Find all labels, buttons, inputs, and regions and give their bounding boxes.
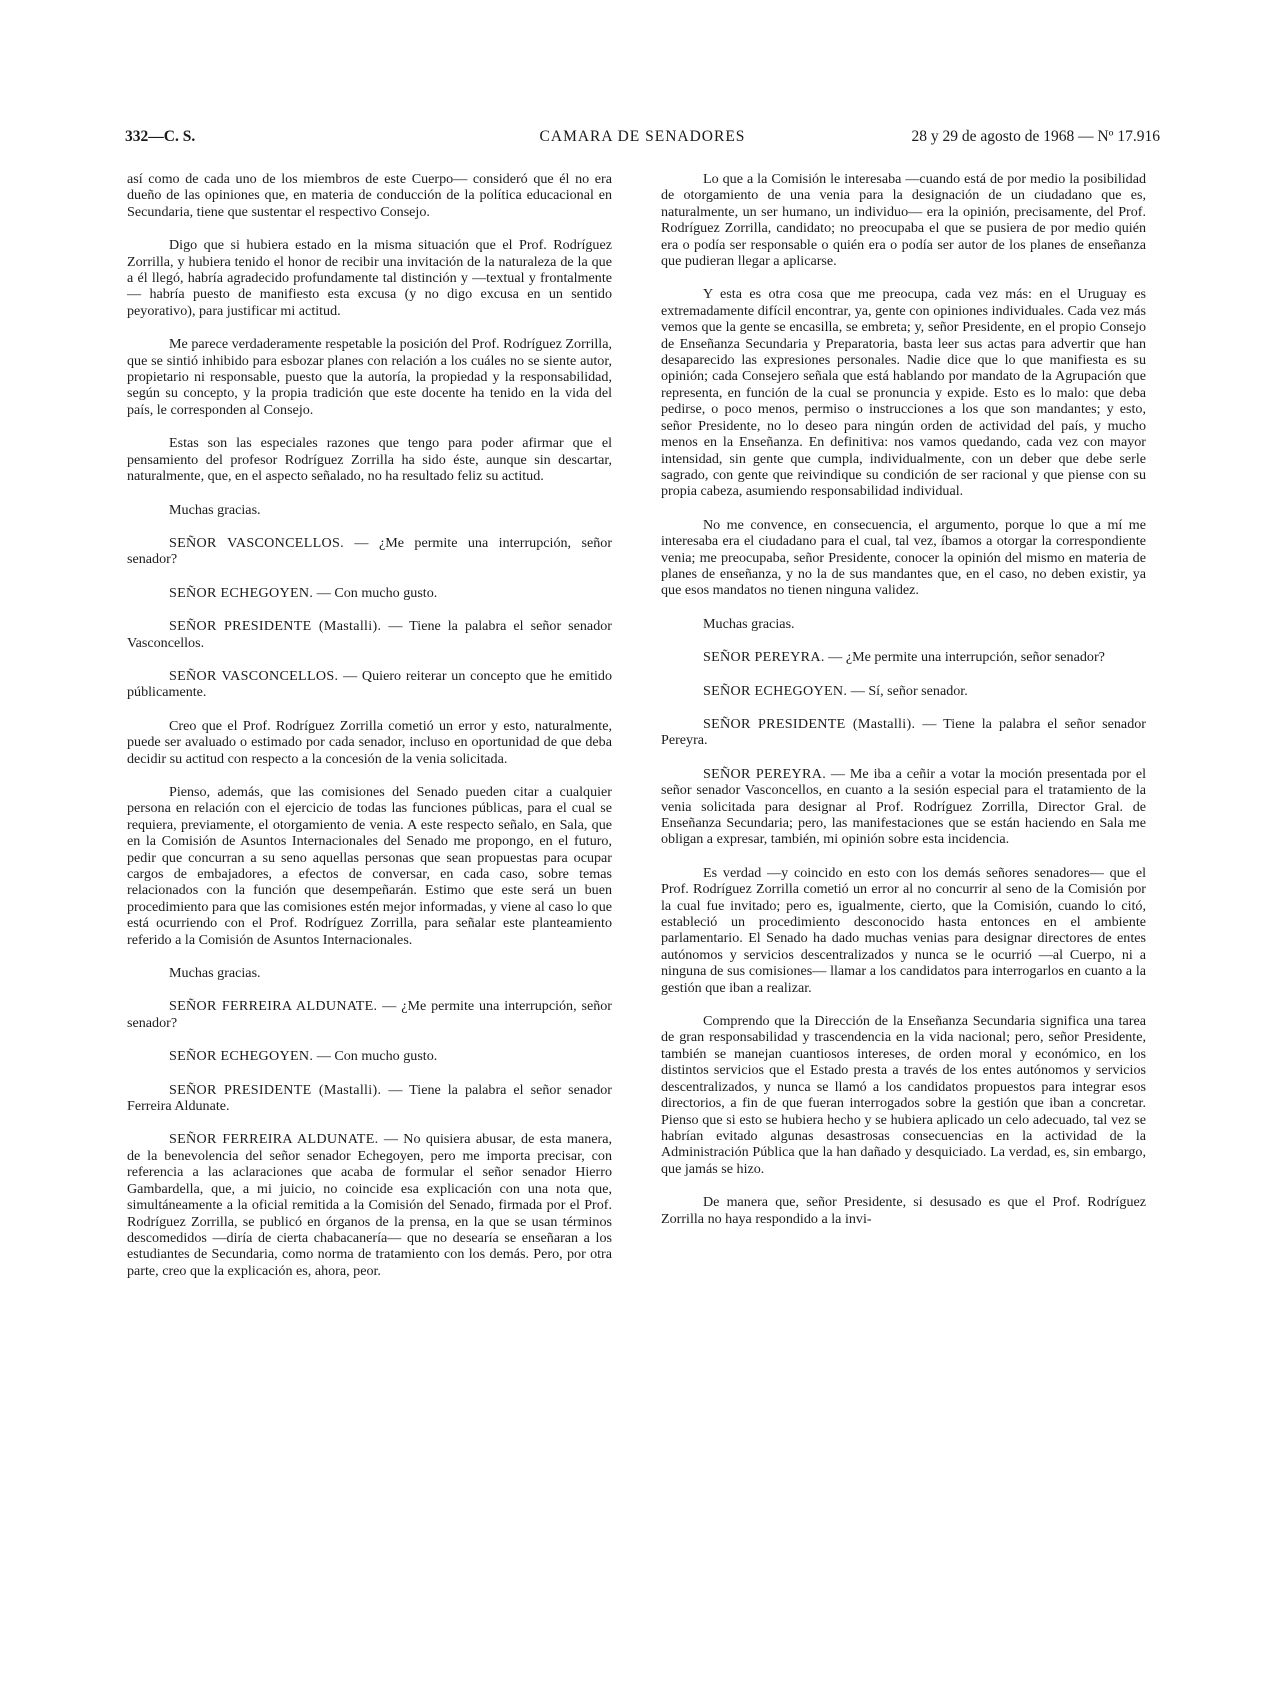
speaker-name: SEÑOR ECHEGOYEN. bbox=[169, 584, 314, 601]
paragraph bbox=[127, 998, 612, 1031]
date-issue: 28 y 29 de agosto de 1968 — Nº 17.916 bbox=[911, 128, 1160, 145]
paragraph bbox=[127, 718, 612, 767]
page-header bbox=[125, 128, 1160, 158]
paragraph bbox=[661, 766, 1146, 848]
paragraph bbox=[661, 171, 1146, 269]
paragraph bbox=[127, 668, 612, 701]
paragraph bbox=[127, 618, 612, 651]
paragraph-text: Es verdad —y coincido en esto con los demás señores senadores— que el Prof. Rodríguez Zorrilla cometió un error al no concurrir al seno de la Comisión por la cual fue invitado; pero es, igualmente, cierto, que la Comisión, cuando lo citó, estableció un procedimiento desconocido hasta entonces en el ambiente parlamentario. El Senado ha dado muchas venias para designar directores de entes autónomos y servicios descentralizados y nunca se le ocurrió —al Cuerpo, ni a ninguna de sus comisiones— llamar a los candidatos para interrogarlos en cuanto a la gestión que iban a realizar. bbox=[661, 864, 1146, 996]
paragraph bbox=[661, 1013, 1146, 1177]
paragraph-text: No me convence, en consecuencia, el argumento, porque lo que a mí me interesaba era el ciudadano para el cual, tal vez, íbamos a otorgar la correspondiente venia; me preocupaba, señor Presidente, conocer la opinión del mismo en materia de planes de enseñanza, y no la de sus mandantes que, en el caso, no deben existir, ya que esos mandatos no tienen ninguna validez. bbox=[661, 516, 1146, 599]
paragraph-text: — No quisiera abusar, de esta manera, de la benevolencia del señor senador Echegoyen, pero me importa precisar, con referencia a las aclaraciones que acaba de formular el señor senador Hierro Gambardella, que, a mi juicio, no coincide esa explicación con una nota que, simultáneamente a la oficial remitida a la Comisión del Senado, firmada por el Prof. Rodríguez Zorrilla, se publicó en órganos de la prensa, en la que se usan términos descomedidos —diría de cierta chabacanería— que no desearía se enseñaran a los estudiantes de Secundaria, como norma de tratamiento con los demás. Pero, por otra parte, creo que la explicación es, ahora, peor. bbox=[127, 1131, 612, 1279]
chamber-title: CAMARA DE SENADORES bbox=[539, 128, 746, 145]
paragraph-text: — Tiene la palabra el señor senador Ferreira Aldunate. bbox=[127, 1081, 612, 1115]
paragraph-text: Digo que si hubiera estado en la misma situación que el Prof. Rodríguez Zorrilla, y hubiera tenido el honor de recibir una invitación de la naturaleza de la que a él llegó, habría agradecido profundamente tal distinción y —textual y frontalmente— habría puesto de manifiesto esta excusa (y no digo excusa en un sentido peyorativo), para justificar mi actitud. bbox=[127, 237, 612, 319]
paragraph bbox=[661, 1194, 1146, 1227]
paragraph bbox=[127, 336, 612, 418]
paragraph-text: Y esta es otra cosa que me preocupa, cada vez más: en el Uruguay es extremadamente difícil encontrar, ya, gente con opiniones individuales. Cada vez más vemos que la gente se encasilla, se embreta; y, señor Presidente, en el propio Consejo de Enseñanza Secundaria y Preparatoria, basta leer sus actas para advertir que han desaparecido las expresiones personales. Nadie dice que lo que manifiesta es su opinión; cada Consejero señala que está hablando por mandato de la Agrupación que representa, en función de la cual se pronuncia y expide. Esto es lo malo: que deba pedirse, o poco menos, permiso o instrucciones a los que son mandantes; y esto, señor Presidente, no lo deseo para ningún orden de actividad del país, y mucho menos en la Enseñanza. En definitiva: nos vamos quedando, cada vez con mayor intensidad, sin gente que cumpla, individualmente, con un deber que debe serle sagrado, con gente que reivindique su condición de ser racional y que piense con su propia cabeza, asumiendo responsabilidad individual. bbox=[661, 286, 1146, 500]
speaker-name: SEÑOR FERREIRA ALDUNATE. bbox=[169, 1131, 379, 1148]
speaker-name: SEÑOR PRESIDENTE (Mastalli). bbox=[703, 715, 916, 732]
paragraph bbox=[661, 517, 1146, 599]
paragraph bbox=[127, 1048, 612, 1064]
paragraph bbox=[661, 865, 1146, 996]
paragraph-text: — Con mucho gusto. bbox=[316, 584, 438, 601]
paragraph bbox=[661, 649, 1146, 665]
paragraph-text: De manera que, señor Presidente, si desusado es que el Prof. Rodríguez Zorrilla no haya respondido a la invi- bbox=[661, 1194, 1146, 1227]
speaker-name: SEÑOR ECHEGOYEN. bbox=[169, 1048, 314, 1065]
speaker-name: SEÑOR VASCONCELLOS. bbox=[169, 667, 339, 684]
paragraph-text: Muchas gracias. bbox=[703, 615, 795, 632]
speaker-name: SEÑOR PEREYRA. bbox=[703, 649, 825, 666]
paragraph-text: — Tiene la palabra el señor senador Vasconcellos. bbox=[127, 618, 612, 651]
paragraph-text: así como de cada uno de los miembros de este Cuerpo— consideró que él no era dueño de las opiniones que, en materia de conducción de la política educacional en Secundaria, tiene que sustentar el respectivo Consejo. bbox=[127, 171, 612, 220]
paragraph-text: — ¿Me permite una interrupción, señor senador? bbox=[127, 998, 612, 1031]
paragraph bbox=[127, 535, 612, 568]
speaker-name: SEÑOR PEREYRA. bbox=[703, 765, 827, 782]
paragraph bbox=[661, 716, 1146, 749]
paragraph bbox=[127, 585, 612, 601]
paragraph-text: — ¿Me permite una interrupción, señor senador? bbox=[828, 649, 1105, 666]
paragraph bbox=[127, 965, 612, 981]
paragraph-text: Muchas gracias. bbox=[169, 965, 261, 982]
paragraph-text: — Sí, señor senador. bbox=[850, 682, 968, 699]
paragraph-text: Me parece verdaderamente respetable la posición del Prof. Rodríguez Zorrilla, que se sintió inhibido para esbozar planes con relación a los cuáles no se siente autor, propietario ni responsable, puesto que la autoría, la propiedad y la responsabilidad, según su concepto, y la propia tradición que este docente ha tenido en la vida del país, le corresponden al Consejo. bbox=[127, 336, 612, 418]
page-reference: 332—C. S. bbox=[125, 128, 196, 145]
paragraph-text: Comprendo que la Dirección de la Enseñanza Secundaria significa una tarea de gran responsabilidad y trascendencia en la vida nacional; pero, señor Presidente, también se manejan cuantiosos intereses, de orden moral y económico, en los distintos servicios que el Estado presta a través de los entes autónomos y servicios descentralizados, y nunca se llamó a los candidatos propuestos para integrar esos directorios, a fin de que fueran interrogados sobre la gestión que iban a concretar. Pienso que si esto se hubiera hecho y se hubiera aplicado un celo adecuado, tal vez se habrían evitado algunas desastrosas consecuencias en la actividad de la Administración Pública que la han dañado y desquiciado. La verdad, es, sin embargo, que jamás se hizo. bbox=[661, 1013, 1146, 1177]
right-column bbox=[661, 171, 1146, 1244]
paragraph bbox=[127, 1131, 612, 1279]
paragraph bbox=[661, 683, 1146, 699]
speaker-name: SEÑOR VASCONCELLOS. bbox=[169, 534, 344, 551]
paragraph bbox=[127, 1082, 612, 1115]
left-column bbox=[127, 171, 612, 1296]
paragraph-text: Creo que el Prof. Rodríguez Zorrilla cometió un error y esto, naturalmente, puede ser avaluado o estimado por cada senador, incluso en oportunidad de que deba decidir su actitud con respecto a la concesión de la venia solicitada. bbox=[127, 717, 612, 767]
paragraph bbox=[661, 286, 1146, 499]
paragraph bbox=[127, 435, 612, 484]
paragraph-text: Estas son las especiales razones que tengo para poder afirmar que el pensamiento del profesor Rodríguez Zorrilla ha sido éste, aunque sin descartar, naturalmente, que, en el aspecto señalado, no ha resultado feliz su actitud. bbox=[127, 435, 612, 485]
speaker-name: SEÑOR PRESIDENTE (Mastalli). bbox=[169, 1081, 382, 1098]
paragraph-text: — Me iba a ceñir a votar la moción presentada por el señor senador Vasconcellos, en cuanto a la sesión especial para el tratamiento de la venia solicitada para designar al Prof. Rodríguez Zorrilla, Director Gral. de Enseñanza Secundaria; pero, las manifestaciones que se están haciendo en Sala me obligan a expresar, también, mi opinión sobre esta incidencia. bbox=[661, 765, 1147, 848]
paragraph-text: — ¿Me permite una interrupción, señor senador? bbox=[127, 534, 613, 568]
paragraph-text: — Tiene la palabra el señor senador Pereyra. bbox=[661, 715, 1146, 749]
paragraph-text: Pienso, además, que las comisiones del Senado pueden citar a cualquier persona en relación con el ejercicio de todas las funciones públicas, para el cual se requiera, previamente, el otorgamiento de venia. A este respecto señalo, en Sala, que en la Comisión de Asuntos Internacionales del Senado me propongo, en el futuro, pedir que concurran a su seno aquellas personas que sean propuestas para ocupar cargos de embajadores, a efectos de conversar, en cada caso, sobre temas relacionados con la función que desempeñarán. Estimo que este será un buen procedimiento para que las comisiones estén mejor informadas, y viene al caso lo que está ocurriendo con el Prof. Rodríguez Zorrilla, para señalar este planteamiento referido a la Comisión de Asuntos Internacionales. bbox=[127, 783, 612, 948]
paragraph bbox=[661, 616, 1146, 632]
paragraph-text: — Quiero reiterar un concepto que he emitido públicamente. bbox=[127, 667, 612, 701]
paragraph-text: Lo que a la Comisión le interesaba —cuando está de por medio la posibilidad de otorgamiento de una venia para la designación de un ciudadano que es, naturalmente, un ser humano, un individuo— era la opinión, precisamente, del Prof. Rodríguez Zorrilla, candidato; no preocupaba el que se pusiera de por medio quién era o podía ser responsable o quién era o podía ser autor de los planes de enseñanza que pudieran llegar a aplicarse. bbox=[661, 171, 1146, 270]
speaker-name: SEÑOR PRESIDENTE (Mastalli). bbox=[169, 618, 382, 635]
paragraph bbox=[127, 784, 612, 948]
paragraph-text: — Con mucho gusto. bbox=[316, 1048, 438, 1065]
paragraph bbox=[127, 171, 612, 220]
paragraph-text: Muchas gracias. bbox=[169, 501, 261, 518]
paragraph bbox=[127, 237, 612, 319]
speaker-name: SEÑOR FERREIRA ALDUNATE. bbox=[169, 998, 378, 1015]
paragraph bbox=[127, 502, 612, 518]
speaker-name: SEÑOR ECHEGOYEN. bbox=[703, 682, 848, 699]
